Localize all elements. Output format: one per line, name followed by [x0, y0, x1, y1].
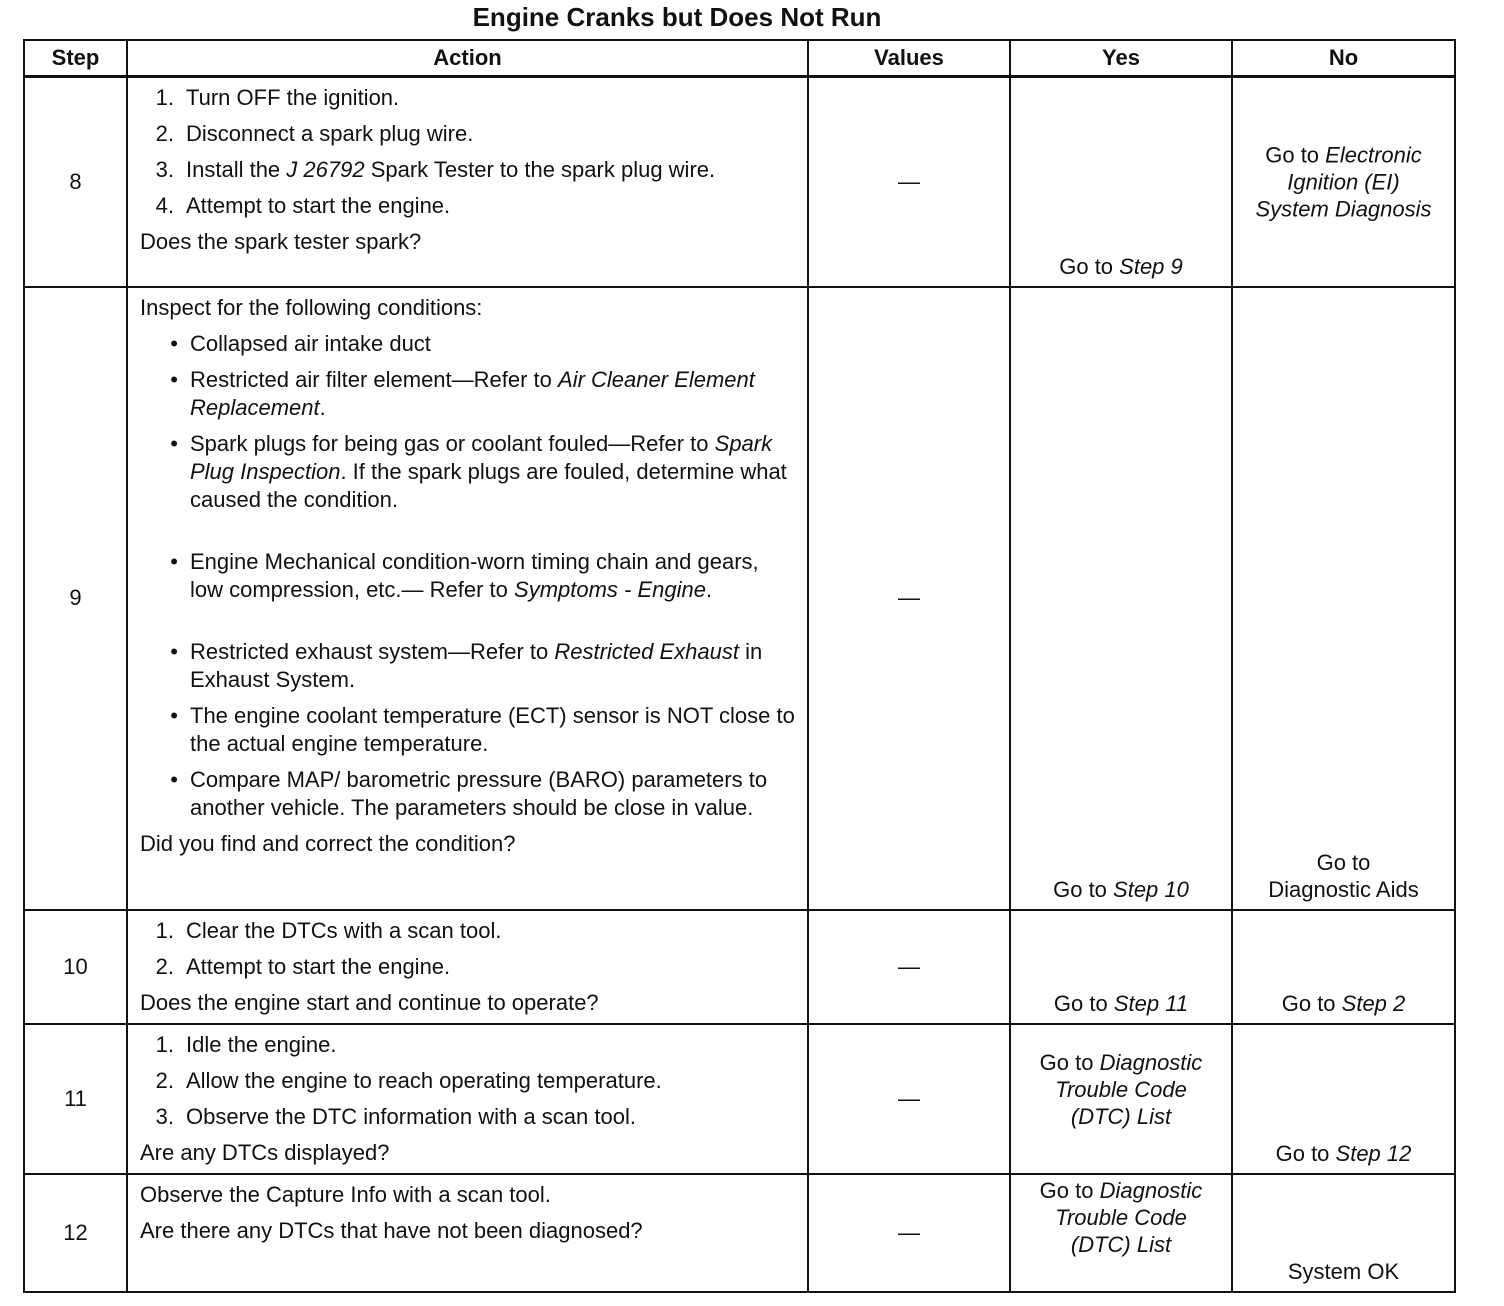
list-item: 3. Observe the DTC information with a scan tool.	[155, 1103, 636, 1129]
no-link[interactable]: Go to Diagnostic Aids	[1268, 849, 1419, 902]
action-line: Observe the Capture Info with a scan tool.	[140, 1181, 551, 1207]
list-item: 3. Install the J 26792 Spark Tester to the spark plug wire.	[155, 157, 716, 182]
list-item: • Restricted air filter element—Refer to Air Cleaner Element Replacement.	[170, 366, 755, 420]
table-row-step-8	[24, 77, 1455, 287]
list-item: 1. Idle the engine.	[155, 1031, 337, 1057]
list-item: 1. Turn OFF the ignition.	[155, 85, 400, 110]
action-cell	[127, 1024, 808, 1174]
page-title: Engine Cranks but Does Not Run	[472, 2, 882, 32]
step-number: 9	[24, 287, 127, 910]
list-item: 1. Clear the DTCs with a scan tool.	[155, 917, 502, 943]
action-cell	[127, 77, 808, 287]
yes-cell	[1010, 1174, 1232, 1292]
value-cell: —	[808, 910, 1010, 1024]
list-item: • The engine coolant temperature (ECT) sensor is NOT close to the actual engine temperature.	[170, 702, 795, 756]
yes-link[interactable]: Go to Step 11	[1053, 990, 1189, 1016]
no-cell	[1232, 1024, 1455, 1174]
table-row-step-11	[24, 1024, 1455, 1174]
no-cell	[1232, 287, 1455, 910]
action-question: Did you find and correct the condition?	[140, 830, 516, 856]
value-cell: —	[808, 287, 1010, 910]
header-values: Values	[808, 40, 1010, 77]
action-cell	[127, 910, 808, 1024]
yes-link[interactable]: Go to Diagnostic Trouble Code (DTC) List	[1039, 1049, 1203, 1129]
no-cell	[1232, 910, 1455, 1024]
yes-link[interactable]: Go to Step 9	[1059, 253, 1183, 279]
list-item: • Engine Mechanical condition-worn timing chain and gears, low compression, etc.— Refer to Symptoms - Engine.	[170, 548, 759, 602]
action-cell	[127, 1174, 808, 1292]
header-action: Action	[127, 40, 808, 77]
list-item: • Restricted exhaust system—Refer to Restricted Exhaust in Exhaust System.	[170, 638, 763, 692]
table-row-step-10	[24, 910, 1455, 1024]
table-row-step-9	[24, 287, 1455, 910]
list-item: • Compare MAP/ barometric pressure (BARO) parameters to another vehicle. The parameters should be close in value.	[170, 766, 768, 820]
list-item: 2. Allow the engine to reach operating temperature.	[155, 1067, 662, 1093]
action-question: Are any DTCs displayed?	[140, 1139, 390, 1165]
list-item: 4. Attempt to start the engine.	[155, 193, 451, 218]
no-text: System OK	[1287, 1258, 1400, 1284]
action-question: Does the engine start and continue to operate?	[140, 989, 599, 1015]
yes-cell	[1010, 1024, 1232, 1174]
action-intro: Inspect for the following conditions:	[140, 294, 483, 320]
yes-cell	[1010, 287, 1232, 910]
action-question: Are there any DTCs that have not been diagnosed?	[140, 1217, 643, 1243]
step-number: 10	[24, 910, 127, 1024]
step-number: 8	[24, 77, 127, 287]
yes-cell	[1010, 910, 1232, 1024]
no-link[interactable]: Go to Step 12	[1275, 1140, 1412, 1166]
no-link[interactable]: Go to Step 2	[1281, 990, 1406, 1016]
yes-link[interactable]: Go to Step 10	[1053, 876, 1189, 902]
step-number: 11	[24, 1024, 127, 1174]
list-item: 2. Disconnect a spark plug wire.	[155, 121, 474, 146]
table-row-step-12	[24, 1174, 1455, 1292]
list-item: 2. Attempt to start the engine.	[155, 953, 451, 979]
action-question: Does the spark tester spark?	[140, 229, 422, 254]
no-link[interactable]: Go to Electronic Ignition (EI) System Diagnosis	[1255, 142, 1432, 222]
yes-cell	[1010, 77, 1232, 287]
list-item: • Spark plugs for being gas or coolant fouled—Refer to Spark Plug Inspection. If the spark plugs are fouled, determine what caused the condition.	[170, 430, 787, 512]
header-row	[24, 40, 1455, 77]
value-cell: —	[808, 1174, 1010, 1292]
value-cell: —	[808, 77, 1010, 287]
action-cell	[127, 287, 808, 910]
header-step: Step	[24, 40, 127, 77]
header-yes: Yes	[1010, 40, 1232, 77]
diagnostic-table	[23, 39, 1456, 1293]
value-cell: —	[808, 1024, 1010, 1174]
header-no: No	[1232, 40, 1455, 77]
no-cell	[1232, 77, 1455, 287]
yes-link[interactable]: Go to Diagnostic Trouble Code (DTC) List	[1039, 1177, 1203, 1257]
no-cell	[1232, 1174, 1455, 1292]
list-item: • Collapsed air intake duct	[170, 330, 431, 356]
step-number: 12	[24, 1174, 127, 1292]
